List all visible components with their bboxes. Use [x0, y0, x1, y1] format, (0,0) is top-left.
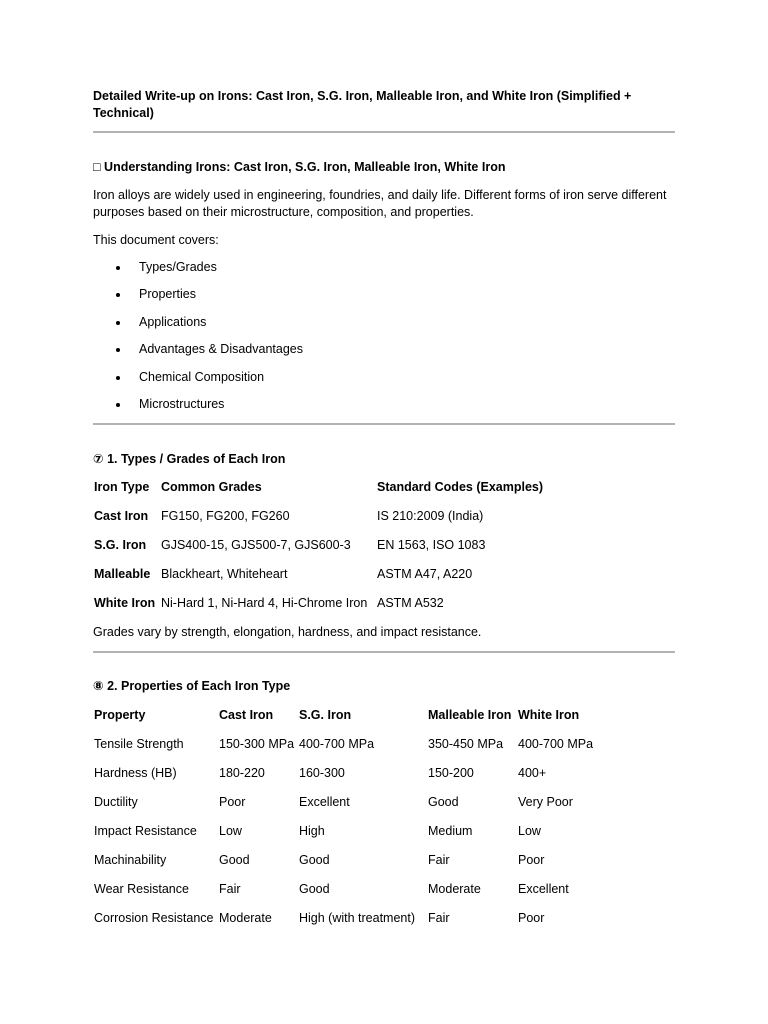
table-cell: Fair	[219, 882, 241, 896]
table-cell: Poor	[219, 795, 246, 809]
table-header-row	[93, 473, 546, 502]
table-cell: High (with treatment)	[299, 911, 416, 925]
table-header-cell: Common Grades	[161, 480, 262, 494]
horizontal-rule	[93, 131, 675, 133]
table-row	[93, 560, 546, 589]
table-cell: Wear Resistance	[94, 882, 189, 896]
intro-heading-text: Understanding Irons: Cast Iron, S.G. Iron, Malleable Iron, White Iron	[104, 160, 506, 174]
grades-note: Grades vary by strength, elongation, hardness, and impact resistance.	[93, 625, 482, 639]
table-row	[93, 730, 607, 759]
table-cell: ASTM A47, A220	[377, 567, 473, 581]
table-header-row	[93, 701, 607, 730]
table-cell: Blackheart, Whiteheart	[161, 567, 288, 581]
table-cell: Low	[219, 824, 242, 838]
table-cell: 400+	[518, 766, 547, 780]
table-row	[93, 502, 546, 531]
table-cell: ASTM A532	[377, 596, 444, 610]
covers-list	[93, 259, 303, 423]
table-cell: Very Poor	[518, 795, 573, 809]
document-title: Detailed Write-up on Irons: Cast Iron, S.G. Iron, Malleable Iron, and White Iron (Simplified + Technical)	[93, 89, 632, 120]
table-cell: Excellent	[518, 882, 569, 896]
section1-heading	[93, 451, 285, 468]
table-cell: 180-220	[219, 766, 265, 780]
circled-eight-icon: ⑧	[93, 679, 104, 693]
section2-heading-text: 2. Properties of Each Iron Type	[107, 679, 291, 693]
list-item: Advantages & Disadvantages	[93, 341, 303, 368]
list-item: Microstructures	[93, 396, 303, 423]
table-cell: 150-300 MPa	[219, 737, 295, 751]
intro-heading	[93, 159, 505, 176]
table-cell: Fair	[428, 853, 450, 867]
intro-paragraph: Iron alloys are widely used in engineering, foundries, and daily life. Different forms of iron serve different purposes based on their microstructure, composition, and properties.	[93, 188, 667, 219]
table-cell: EN 1563, ISO 1083	[377, 538, 486, 552]
table-header-cell: White Iron	[518, 708, 580, 722]
table-cell: Moderate	[428, 882, 481, 896]
circled-seven-icon: ⑦	[93, 452, 104, 466]
placeholder-glyph-icon: □	[93, 160, 101, 174]
section2-heading	[93, 678, 290, 695]
list-item: Applications	[93, 314, 303, 341]
table-row	[93, 759, 607, 788]
table-header-cell: Property	[94, 708, 146, 722]
table-cell: S.G. Iron	[94, 538, 147, 552]
table-cell: IS 210:2009 (India)	[377, 509, 484, 523]
table-cell: Good	[219, 853, 250, 867]
section1-heading-text: 1. Types / Grades of Each Iron	[107, 452, 286, 466]
table-cell: Fair	[428, 911, 450, 925]
list-item: Types/Grades	[93, 259, 303, 286]
table-header-cell: S.G. Iron	[299, 708, 352, 722]
table-cell: FG150, FG200, FG260	[161, 509, 290, 523]
table-cell: Ni-Hard 1, Ni-Hard 4, Hi-Chrome Iron	[161, 596, 368, 610]
table-row	[93, 846, 607, 875]
table-cell: 350-450 MPa	[428, 737, 504, 751]
types-grades-table	[93, 473, 546, 618]
table-cell: Impact Resistance	[94, 824, 197, 838]
list-item: Properties	[93, 286, 303, 313]
table-cell: Corrosion Resistance	[94, 911, 214, 925]
table-cell: High	[299, 824, 325, 838]
table-header-cell: Standard Codes (Examples)	[377, 480, 544, 494]
table-header-cell: Cast Iron	[219, 708, 274, 722]
covers-label: This document covers:	[93, 233, 219, 247]
table-cell: Good	[299, 853, 330, 867]
table-row	[93, 589, 546, 618]
list-item: Chemical Composition	[93, 369, 303, 396]
table-cell: Ductility	[94, 795, 138, 809]
table-cell: 400-700 MPa	[518, 737, 594, 751]
table-cell: Hardness (HB)	[94, 766, 177, 780]
table-header-cell: Iron Type	[94, 480, 150, 494]
table-cell: Good	[299, 882, 330, 896]
horizontal-rule	[93, 651, 675, 653]
table-cell: Poor	[518, 911, 545, 925]
table-cell: 150-200	[428, 766, 474, 780]
table-cell: Moderate	[219, 911, 272, 925]
table-cell: Malleable	[94, 567, 151, 581]
table-cell: Machinability	[94, 853, 167, 867]
table-cell: White Iron	[94, 596, 156, 610]
table-cell: Medium	[428, 824, 473, 838]
table-cell: Poor	[518, 853, 545, 867]
table-cell: 160-300	[299, 766, 345, 780]
table-cell: Low	[518, 824, 541, 838]
table-header-cell: Malleable Iron	[428, 708, 512, 722]
table-cell: 400-700 MPa	[299, 737, 375, 751]
horizontal-rule	[93, 423, 675, 425]
table-row	[93, 875, 607, 904]
table-cell: Good	[428, 795, 459, 809]
properties-table	[93, 701, 607, 933]
table-cell: Excellent	[299, 795, 350, 809]
table-row	[93, 788, 607, 817]
table-cell: GJS400-15, GJS500-7, GJS600-3	[161, 538, 351, 552]
table-cell: Cast Iron	[94, 509, 149, 523]
table-row	[93, 817, 607, 846]
table-row	[93, 531, 546, 560]
table-row	[93, 904, 607, 933]
table-cell: Tensile Strength	[94, 737, 184, 751]
